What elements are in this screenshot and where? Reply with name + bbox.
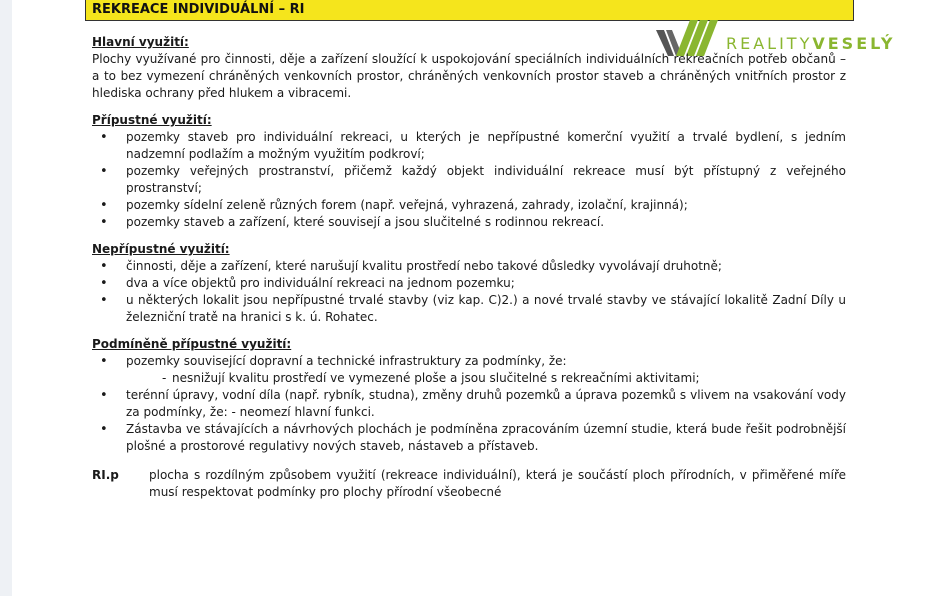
prohibited-use-list <box>92 258 846 326</box>
page-title: REKREACE INDIVIDUÁLNÍ – RI <box>85 0 854 21</box>
list-item: • činnosti, děje a zařízení, které narušují kvalitu prostředí nebo takové důsledky vyvolávají druhotně; <box>92 258 846 275</box>
main-use-heading: Hlavní využití: <box>92 35 189 49</box>
list-item <box>92 353 846 387</box>
list-item: • pozemky veřejných prostranství, přičemž každý objekt individuální rekreace musí být přístupný z veřejného prostranství; <box>92 163 846 197</box>
rip-definition <box>92 467 846 501</box>
list-item: • pozemky sídelní zeleně různých forem (např. veřejná, vyhrazená, zahrady, izolační, krajinná); <box>92 197 846 214</box>
logo-word-vesely: VESELÝ <box>812 34 896 53</box>
list-subitem: - nesnižují kvalitu prostředí ve vymezené ploše a jsou slučitelné s rekreačními aktivitami; <box>126 370 846 387</box>
permitted-use-heading: Přípustné využití: <box>92 113 212 127</box>
list-item: • pozemky staveb a zařízení, které souvisejí a jsou slučitelné s rodinnou rekreací. <box>92 214 846 231</box>
list-item: • Zástavba ve stávajících a návrhových plochách je podmíněna zpracováním územní studie, která bude řešit podrobnější plošné a prostorové regulativy nových staveb, nástaveb a přístaveb. <box>92 421 846 455</box>
list-item: • terénní úpravy, vodní díla (např. rybník, studna), změny druhů pozemků a úprava pozemků s vlivem na vsakování vody za podmínky, že: - neomezí hlavní funkci. <box>92 387 846 421</box>
conditional-use-list <box>92 353 846 455</box>
logo-word-reality: REALITY <box>726 34 813 53</box>
main-use-text: Plochy využívané pro činnosti, děje a zařízení sloužící k uspokojování speciálních individuálních rekreačních potřeb občanů – a to bez vymezení chráněných venkovních prostor, chráněných venkovních prostor staveb a chráněných vnitřních prostor z hlediska ochrany před hlukem a vibracemi. <box>92 52 846 100</box>
rip-text: plocha s rozdílným způsobem využití (rekreace individuální), která je součástí ploch přírodních, v přiměřené míře musí respektovat podmínky pro plochy přírodní všeobecné <box>149 468 846 499</box>
list-item: • pozemky staveb pro individuální rekreaci, u kterých je nepřípustné komerční využití a trvalé bydlení, s jedním nadzemní podlažím a možným využitím podkroví; <box>92 129 846 163</box>
permitted-use-list <box>92 129 846 231</box>
list-item: • u některých lokalit jsou nepřípustné trvalé stavby (viz kap. C)2.) a nové trvalé stavby ve stávající lokalitě Zadní Díly u železniční tratě na hranici s k. ú. Rohatec. <box>92 292 846 326</box>
list-item-text: pozemky související dopravní a technické infrastruktury za podmínky, že: <box>126 354 567 368</box>
document-body <box>92 34 846 501</box>
conditional-use-heading: Podmíněně přípustné využití: <box>92 337 292 351</box>
left-edge-strip <box>0 0 12 596</box>
prohibited-use-heading: Nepřípustné využití: <box>92 242 230 256</box>
list-item: • dva a více objektů pro individuální rekreaci na jednom pozemku; <box>92 275 846 292</box>
rip-code: RI.p <box>92 468 119 482</box>
